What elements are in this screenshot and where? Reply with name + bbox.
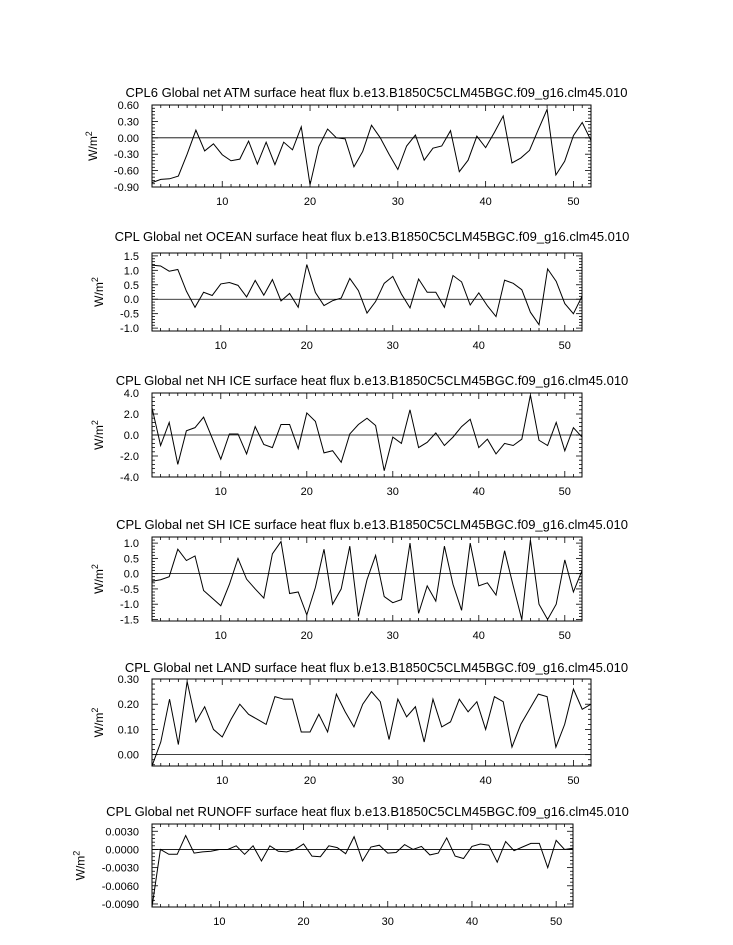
x-tick-label: 40 <box>472 486 485 498</box>
y-tick-label: 0.0 <box>123 430 139 442</box>
y-tick-label: 4.0 <box>123 388 139 400</box>
plot-frame <box>152 253 582 331</box>
plot-frame <box>152 824 573 907</box>
x-tick-label: 40 <box>472 630 485 642</box>
series-line <box>152 109 591 184</box>
x-tick-label: 40 <box>465 916 479 928</box>
chart-title: CPL6 Global net ATM surface heat flux b.e13.B1850C5CLM45BGC.f09_g16.clm45.010 <box>125 85 628 100</box>
plot-frame <box>152 105 591 187</box>
y-tick-label: 0.10 <box>117 724 139 737</box>
y-tick-label: -0.0090 <box>101 898 139 911</box>
x-tick-label: 10 <box>213 916 226 928</box>
y-tick-label: 2.0 <box>123 409 139 421</box>
y-tick-label: -0.5 <box>120 583 139 596</box>
y-tick-label: 0.00 <box>117 132 139 145</box>
x-tick-label: 30 <box>381 916 394 928</box>
chart-title: CPL Global net NH ICE surface heat flux b.e13.B1850C5CLM45BGC.f09_g16.clm45.010 <box>115 373 629 388</box>
chart-panel-6 <box>72 804 629 928</box>
chart-title: CPL Global net SH ICE surface heat flux b.e13.B1850C5CLM45BGC.f09_g16.clm45.010 <box>116 517 628 532</box>
x-tick-label: 30 <box>386 630 399 642</box>
y-tick-label: 0.60 <box>117 100 139 112</box>
y-tick-label: 0.0 <box>123 568 139 581</box>
x-tick-label: 40 <box>479 196 492 208</box>
y-axis-label: $W/m^2$ <box>90 420 107 450</box>
x-tick-label: 30 <box>391 196 404 208</box>
x-tick-label: 30 <box>386 486 399 498</box>
x-tick-label: 10 <box>214 340 227 352</box>
x-tick-label: 50 <box>567 775 580 787</box>
x-tick-label: 40 <box>472 340 485 352</box>
y-axis-label: $W/m^2$ <box>90 277 107 307</box>
y-axis-label: $W/m^2$ <box>84 131 100 161</box>
x-tick-label: 10 <box>214 630 227 642</box>
y-tick-label: 0.5 <box>123 553 139 566</box>
x-tick-label: 10 <box>216 196 229 208</box>
x-tick-label: 20 <box>297 916 310 928</box>
y-tick-label: 1.0 <box>123 265 139 278</box>
x-tick-label: 10 <box>214 486 227 498</box>
x-tick-label: 50 <box>567 196 580 208</box>
x-tick-label: 50 <box>558 340 571 352</box>
y-tick-label: -0.0060 <box>101 880 139 893</box>
y-tick-label: 0.30 <box>117 116 139 129</box>
y-tick-label: -0.5 <box>120 308 139 321</box>
y-tick-label: 0.20 <box>117 699 139 712</box>
series-line <box>152 265 582 325</box>
y-tick-label: 0.0030 <box>105 826 139 839</box>
y-tick-label: 1.5 <box>123 250 139 263</box>
y-tick-label: -0.0030 <box>101 862 139 875</box>
y-tick-label: -4.0 <box>120 472 139 484</box>
series-line <box>152 540 582 619</box>
x-tick-label: 40 <box>479 775 492 787</box>
y-axis-label: $W/m^2$ <box>90 564 107 594</box>
x-tick-label: 30 <box>386 340 399 352</box>
y-tick-label: -0.60 <box>113 165 139 178</box>
y-tick-label: 0.0000 <box>105 844 139 857</box>
chart-panel-4 <box>90 517 628 642</box>
x-tick-label: 20 <box>300 630 313 642</box>
y-tick-label: -2.0 <box>120 451 139 463</box>
y-tick-label: -1.0 <box>120 599 139 612</box>
x-tick-label: 20 <box>303 775 317 787</box>
y-tick-label: -0.30 <box>113 149 139 162</box>
x-tick-label: 10 <box>216 775 229 787</box>
y-tick-label: 0.5 <box>123 279 139 292</box>
chart-panel-2 <box>90 229 629 352</box>
chart-panel-1 <box>84 85 628 208</box>
y-tick-label: 0.0 <box>123 294 139 307</box>
series-line <box>152 836 573 907</box>
series-line <box>152 395 582 471</box>
y-axis-label: $W/m^2$ <box>90 707 107 738</box>
chart-title: CPL Global net RUNOFF surface heat flux b.e13.B1850C5CLM45BGC.f09_g16.clm45.010 <box>106 804 629 819</box>
x-tick-label: 50 <box>558 486 571 498</box>
series-line <box>152 682 591 766</box>
x-tick-label: 50 <box>550 916 563 928</box>
y-tick-label: -0.90 <box>113 182 139 194</box>
x-tick-label: 20 <box>300 340 313 352</box>
chart-title: CPL Global net OCEAN surface heat flux b.e13.B1850C5CLM45BGC.f09_g16.clm45.010 <box>114 229 630 244</box>
y-tick-label: -1.5 <box>120 614 139 627</box>
chart-title: CPL Global net LAND surface heat flux b.e13.B1850C5CLM45BGC.f09_g16.clm45.010 <box>124 660 629 675</box>
x-tick-label: 20 <box>300 486 313 498</box>
x-tick-label: 50 <box>558 630 571 642</box>
x-tick-label: 30 <box>391 775 404 787</box>
x-tick-label: 20 <box>303 196 317 208</box>
y-tick-label: 1.0 <box>123 538 139 551</box>
chart-panel-3 <box>90 373 628 498</box>
y-axis-label: $W/m^2$ <box>71 850 88 881</box>
y-tick-label: 0.00 <box>117 749 139 762</box>
chart-panel-5 <box>90 660 628 787</box>
y-tick-label: 0.30 <box>117 674 139 686</box>
y-tick-label: -1.0 <box>120 323 139 336</box>
